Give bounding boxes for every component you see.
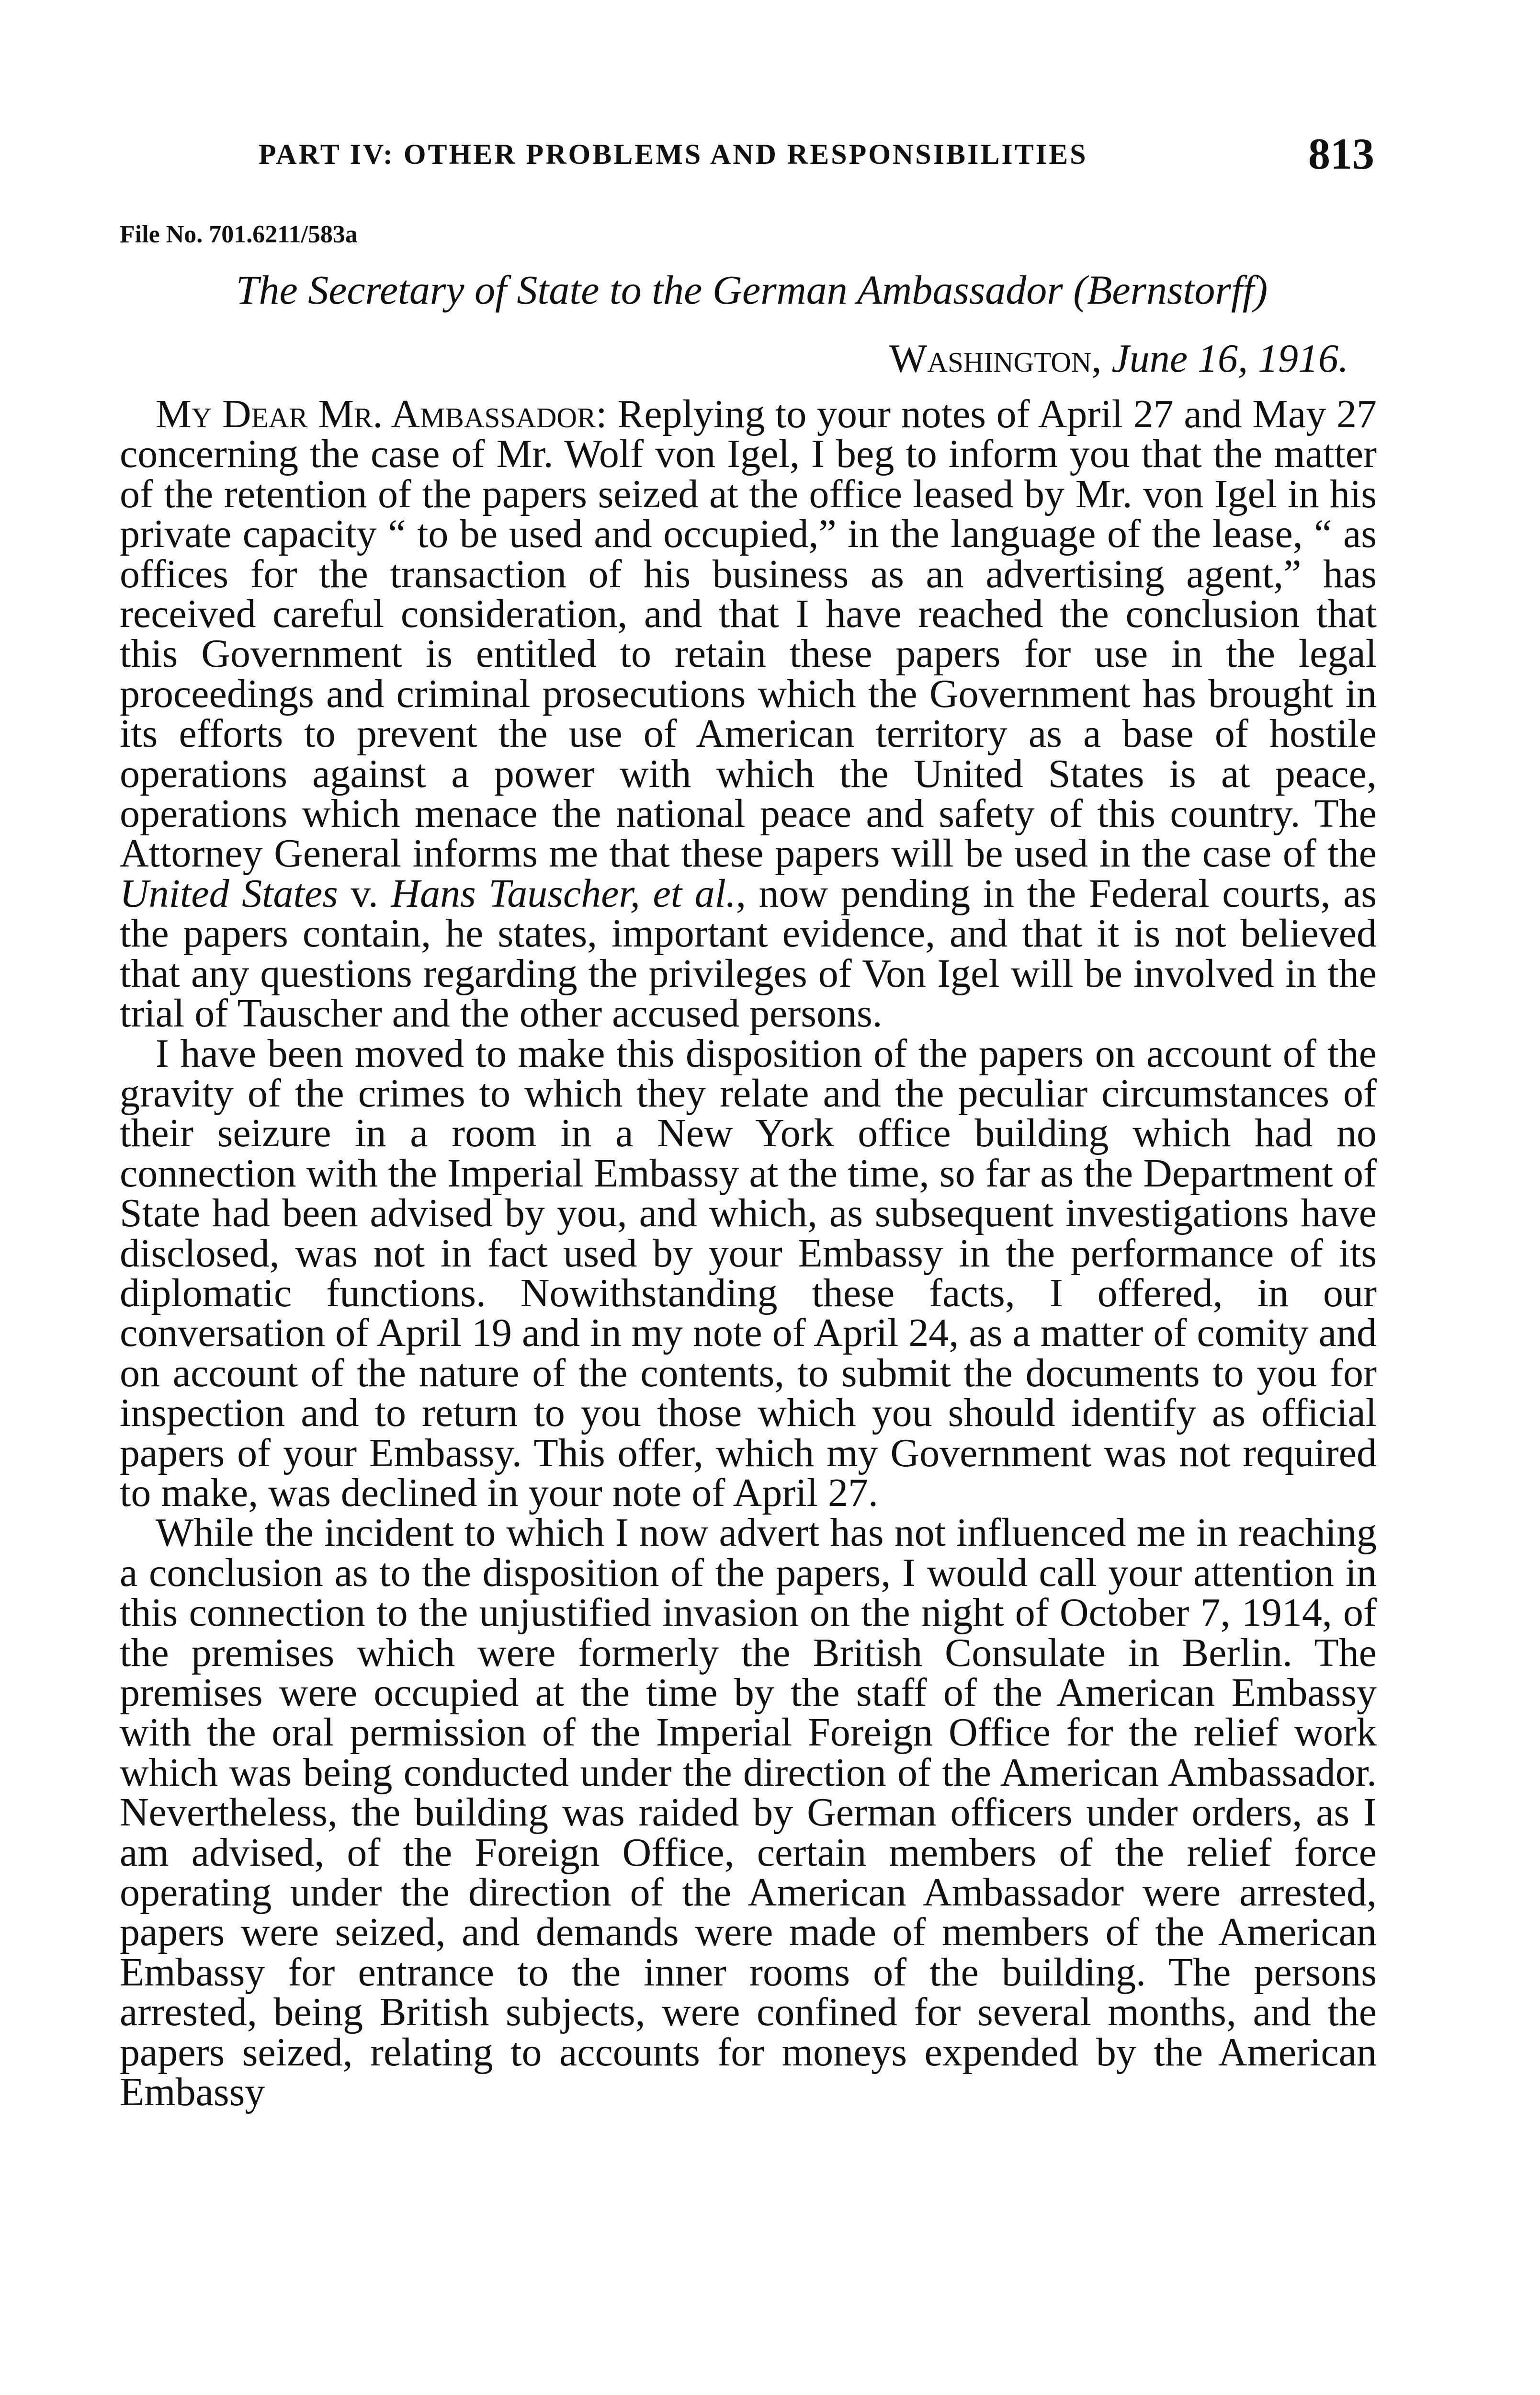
case-name: United States (120, 871, 338, 916)
dateline-date: June 16, 1916. (1111, 336, 1348, 381)
paragraph-1-text-b: , now pending in the Federal courts, as the papers contain, he states, important evidence, and that it is not believed that any questions regarding the privileges of Von Igel will be involved in the trial of Tauscher and the other accused persons. (120, 871, 1377, 1036)
document-title: The Secretary of State to the German Ambassador (Bernstorff) (236, 267, 1268, 313)
dateline (889, 335, 1348, 382)
page-number: 813 (1308, 129, 1374, 178)
letter-body (120, 392, 1377, 2115)
paragraph-1-text-a: Replying to your notes of April 27 and May 27 concerning the case of Mr. Wolf von Igel, I beg to inform you that the matter of the retention of the papers seized at the office leased by Mr. von Igel in his private capacity “ to be used and occupied,” in the language of the lease, “ as offices for the transaction of his business as an advertising agent,” has received careful consideration, and that I have reached the conclusion that this Government is entitled to retain these papers for use in the legal proceedings and criminal prosecutions which the Government has brought in its efforts to prevent the use of American territory as a base of hostile operations against a power with which the United States is at peace, operations which menace the national peace and safety of this country. The Attorney General informs me that these papers will be used in the case of the (120, 392, 1377, 876)
running-head: PART IV: OTHER PROBLEMS AND RESPONSIBILITIES (259, 138, 1088, 170)
paragraph-3: While the incident to which I now advert has not influenced me in reaching a conclusion as to the disposition of the papers, I would call your attention in this connection to the unjustified invasion on the night of October 7, 1914, of the premises which were formerly the British Consulate in Berlin. The premises were occupied at the time by the staff of the American Embassy with the oral permission of the Imperial Foreign Office for the relief work which was being conducted under the direction of the American Ambassador. Nevertheless, the building was raided by German officers under orders, as I am advised, of the Foreign Office, certain members of the relief force operating under the direction of the American Ambassador were arrested, papers were seized, and demands were made of members of the American Embassy for entrance to the inner rooms of the building. The persons arrested, being British subjects, were confined for several months, and the papers seized, relating to accounts for moneys expended by the American Embassy (120, 1510, 1377, 2115)
paragraph-2: I have been moved to make this disposition of the papers on account of the gravity of the crimes to which they relate and the peculiar circumstances of their seizure in a room in a New York office building which had no connection with the Imperial Embassy at the time, so far as the Department of State had been advised by you, and which, as subsequent investigations have disclosed, was not in fact used by your Embassy in the performance of its diplomatic functions. Nowithstanding these facts, I offered, in our conversation of April 19 and in my note of April 24, as a matter of comity and on account of the nature of the contents, to submit the documents to you for inspection and to return to you those which you should identify as official papers of your Embassy. This offer, which my Government was not required to make, was declined in your note of April 27. (120, 1031, 1377, 1515)
case-defendant: Hans Tauscher, et al. (391, 871, 736, 916)
file-number: File No. 701.6211/583a (120, 221, 358, 248)
dateline-place: Washington, (889, 336, 1102, 381)
paragraph-1 (120, 394, 1377, 1034)
page-header (259, 128, 1374, 186)
salutation: My Dear Mr. Ambassador: (156, 392, 607, 436)
case-versus: v. (338, 871, 391, 916)
